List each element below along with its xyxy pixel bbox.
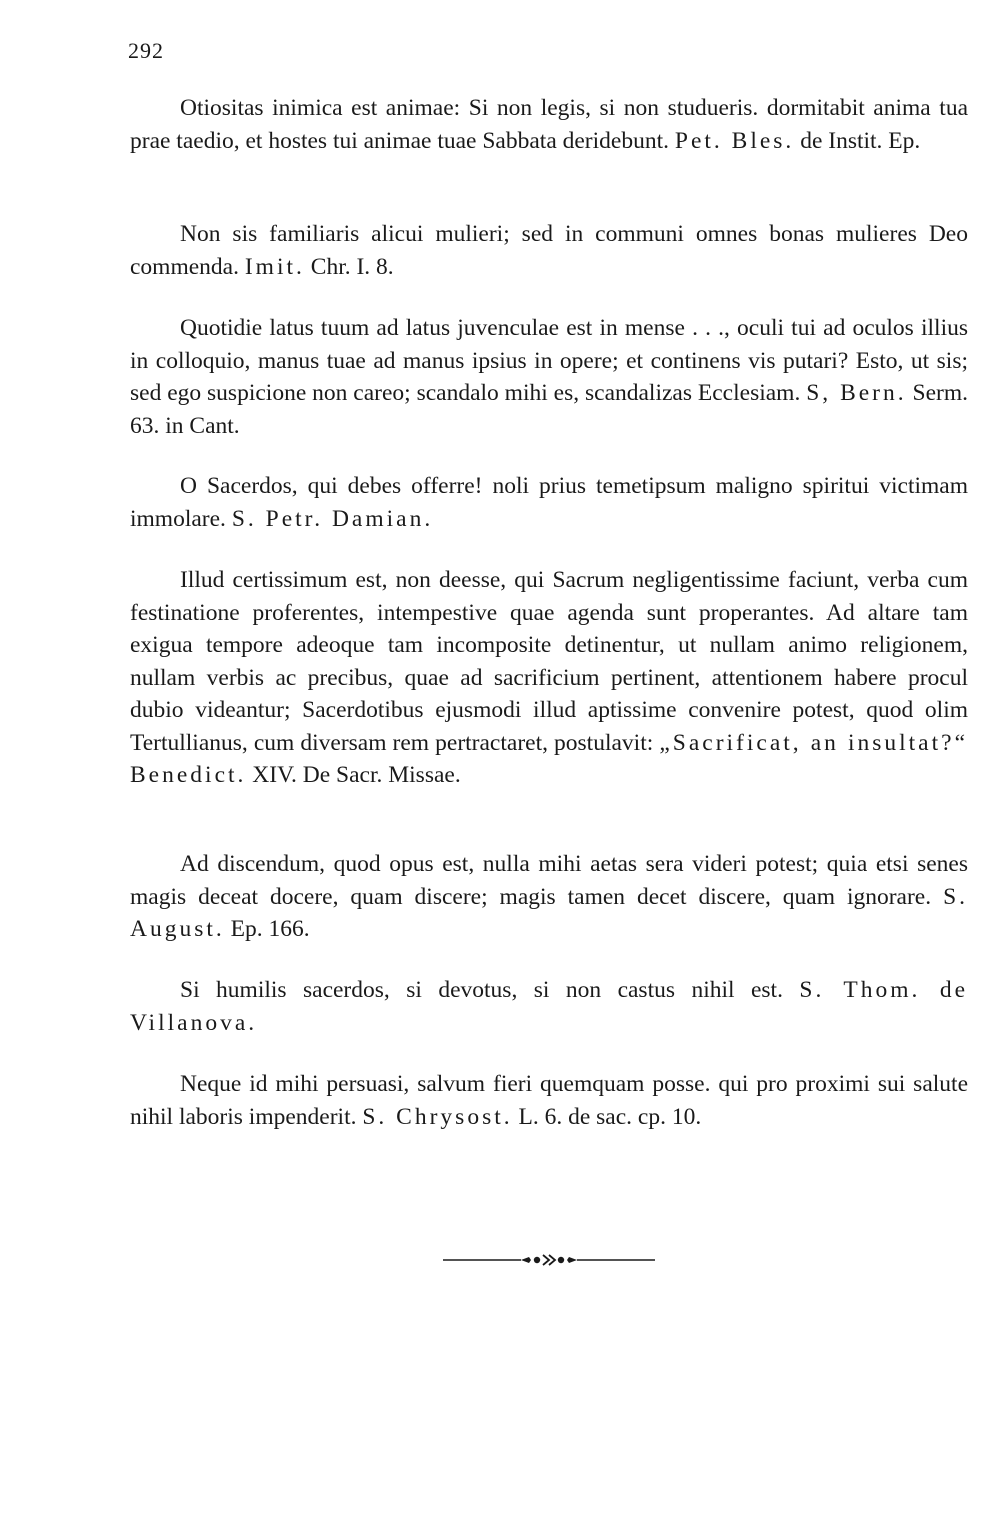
paragraph-4 bbox=[130, 470, 968, 535]
paragraph-text: Non sis familiaris alicui mulieri; sed in communi omnes bonas mulieres Deo commenda. bbox=[130, 221, 968, 280]
paragraph-text: Quotidie latus tuum ad latus juvenculae est in mense . . ., oculi tui ad oculos illius in colloquio, manus tuae ad manus ipsius in opere; et continens vis putari? Esto, ut sis; sed ego suspicione non careo; scandalo mihi es, scandalizas Ecclesiam. bbox=[130, 315, 968, 406]
paragraph-text: Si humilis sacerdos, si devotus, si non castus nihil est. bbox=[180, 977, 783, 1003]
quote: „Sacrificat, an insultat?“ bbox=[659, 729, 969, 756]
paragraph-8 bbox=[130, 1068, 968, 1133]
source-author: S. August. bbox=[130, 883, 969, 942]
paragraph-text: Otiositas inimica est animae: Si non legis, si non studueris. dormitabit anima tua prae taedio, et hostes tui animae tuae Sabbata deridebunt. bbox=[130, 95, 968, 154]
source-author: Benedict. bbox=[130, 762, 247, 788]
paragraph-5 bbox=[130, 564, 968, 792]
source-author: Imit. bbox=[244, 253, 305, 280]
paragraph-text: O Sacerdos, qui debes offerre! noli prius temetipsum maligno spiritui victimam immolare. bbox=[130, 473, 968, 532]
source-reference: Serm. 63. in Cant. bbox=[130, 380, 969, 439]
source-author: S. Thom. de Villanova. bbox=[130, 977, 969, 1036]
source-reference: de Instit. Ep. bbox=[800, 127, 921, 154]
paragraph-3 bbox=[130, 312, 968, 442]
paragraph-text: Ad discendum, quod opus est, nulla mihi aetas sera videri potest; quia etsi senes magis deceat docere, quam discere; magis tamen decet discere, quam ignorare. bbox=[130, 851, 968, 910]
page-number: 292 bbox=[128, 38, 164, 63]
source-author: S. Chrysost. bbox=[362, 1103, 513, 1130]
source-author: Pet. Bles. bbox=[674, 127, 795, 154]
paragraph-text: Illud certissimum est, non deesse, qui Sacrum negligentissime faciunt, verba cum festinatione proferentes, intempestive quae agenda sunt properantes. Ad altare tam exigua tempore adeoque tam incomposite detinentur, ut nullam animo religionem, nullam verbis ac precibus, quae ad sacrificium pertinent, attentionem habere procul dubio videantur; Sacerdotibus ejusmodi illud aptissime convenire potest, quod olim Tertullianus, cum diversam rem pertractaret, postulavit: bbox=[130, 567, 968, 756]
end-ornament-icon bbox=[443, 1252, 655, 1268]
paragraph-2 bbox=[130, 218, 968, 283]
paragraph-6 bbox=[130, 848, 968, 946]
source-reference: Ep. 166. bbox=[230, 916, 310, 942]
source-reference: Chr. I. 8. bbox=[310, 253, 394, 280]
paragraph-text: Neque id mihi persuasi, salvum fieri quemquam posse. qui pro proximi sui salute nihil laboris impenderit. bbox=[130, 1071, 968, 1130]
paragraph-7 bbox=[130, 974, 968, 1039]
source-author: S, Bern. bbox=[806, 380, 907, 406]
paragraph-1 bbox=[130, 92, 968, 157]
source-author: S. Petr. Damian. bbox=[231, 505, 434, 532]
source-reference: XIV. De Sacr. Missae. bbox=[252, 762, 461, 788]
source-reference: L. 6. de sac. cp. 10. bbox=[518, 1103, 702, 1130]
